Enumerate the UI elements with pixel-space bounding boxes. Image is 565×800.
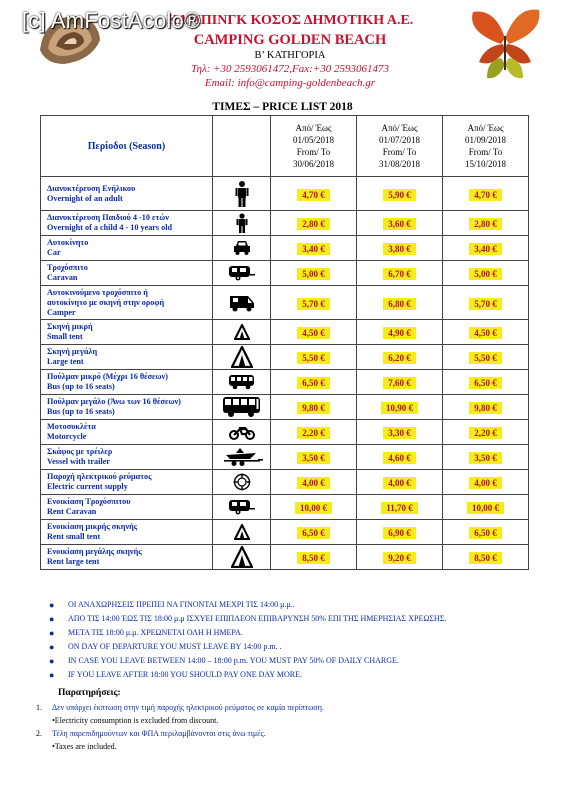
remark-item [36, 729, 266, 738]
row-label-english: Rent Caravan [47, 507, 97, 516]
price-table [40, 115, 529, 570]
table-row [41, 320, 529, 345]
price-cell [271, 211, 357, 236]
remark-text: Δεν υπάρχει έκπτωση στην τιμή παροχής ηλεκτρικού ρεύματος σε καμία περίπτωση. [52, 703, 324, 712]
row-label-greek: Ενοικίαση μικρής σκηνής [47, 522, 138, 531]
row-label-english: Bus (up to 16 seats) [47, 382, 115, 391]
remark-number: 2. [36, 729, 42, 738]
row-label-greek: Διανυκτέρευση Ενήλικου [47, 183, 136, 193]
price-value: 3,60 € [383, 218, 416, 230]
small-tent-icon [234, 523, 250, 540]
caravan-icon [228, 264, 256, 281]
period-from-to-gr: Από/ Έως [467, 123, 504, 133]
child-icon [236, 214, 248, 231]
row-label-english: Caravan [47, 273, 78, 282]
note-text: ΜΕΤΑ ΤΙΣ 18:00 μ.μ. ΧΡΕΩΝΕΤΑΙ ΟΛΗ Η ΗΜΕΡΑ. [68, 628, 243, 637]
table-row [41, 370, 529, 395]
row-label [41, 236, 213, 261]
price-cell [443, 177, 529, 211]
row-label [41, 320, 213, 345]
price-value: 3,30 € [383, 427, 416, 439]
price-value: 6,80 € [383, 298, 416, 310]
period-to: 31/08/2018 [378, 159, 420, 169]
company-name-greek: ΚΑΜΠΙΝΓΚ ΚΟΣΟΣ ΔΗΜΟΤΙΚΗ Α.Ε. [166, 13, 414, 28]
bullet-icon: ● [49, 614, 55, 624]
row-label [41, 211, 213, 236]
price-value: 5,90 € [383, 189, 416, 201]
table-row [41, 177, 529, 211]
price-value: 10,90 € [381, 402, 418, 414]
price-cell [443, 520, 529, 545]
price-cell [443, 261, 529, 286]
period-from: 01/09/2018 [464, 135, 506, 145]
large-tent-icon [231, 548, 253, 565]
price-cell [357, 211, 443, 236]
note-item [46, 598, 546, 612]
remarks-title: Παρατηρήσεις: [58, 688, 121, 698]
row-label-english: Rent large tent [47, 557, 100, 566]
price-cell [357, 470, 443, 495]
price-cell [271, 495, 357, 520]
bullet-icon: ● [49, 670, 55, 680]
table-row [41, 286, 529, 320]
price-list-title: ΤΙΜΕΣ – PRICE LIST 2018 [212, 101, 353, 113]
price-cell [357, 420, 443, 445]
price-cell [357, 520, 443, 545]
price-cell [357, 236, 443, 261]
price-cell [357, 177, 443, 211]
row-label [41, 545, 213, 570]
row-label-greek: Μοτοσυκλέτα [47, 422, 96, 431]
car-icon [233, 239, 251, 256]
price-value: 4,60 € [383, 452, 416, 464]
row-icon-cell [213, 286, 271, 320]
row-label-greek: Διανυκτέρευση Παιδιού 4 -10 ετών [47, 213, 169, 222]
price-cell [271, 345, 357, 370]
departure-notes [46, 598, 546, 682]
price-value: 6,50 € [297, 527, 330, 539]
note-text: IF YOU LEAVE AFTER 18:00 YOU SHOULD PAY ONE DAY MORE. [68, 670, 303, 679]
price-cell [443, 236, 529, 261]
price-value: 4,00 € [297, 477, 330, 489]
price-cell [443, 211, 529, 236]
note-text: ON DAY OF DEPARTURE YOU MUST LEAVE BY 14:00 p.m. . [68, 642, 282, 651]
note-text: ΑΠΟ ΤΙΣ 14:00 ΈΩΣ ΤΙΣ 18:00 μ.μ ΙΣΧΥΕΙ ΕΠΙΠΛΕΟΝ ΕΠΙΒΑΡΥΝΣΗ 50% ΕΠΙ ΤΗΣ ΗΜΕΡΗΣΙΑΣ ΧΡΕΩΣΗΣ. [68, 614, 447, 623]
price-value: 9,80 € [297, 402, 330, 414]
period-from: 01/05/2018 [292, 135, 334, 145]
row-icon-cell [213, 520, 271, 545]
note-item [46, 640, 546, 654]
row-label-greek: Σκηνή μικρή [47, 322, 93, 331]
table-row [41, 420, 529, 445]
price-value: 4,70 € [297, 189, 330, 201]
price-cell [271, 420, 357, 445]
remark-subnote: •Taxes are included. [52, 742, 117, 751]
price-cell [357, 395, 443, 420]
row-label [41, 370, 213, 395]
price-cell [443, 395, 529, 420]
price-value: 3,40 € [297, 243, 330, 255]
price-cell [443, 420, 529, 445]
remark-number: 1. [36, 703, 42, 712]
row-label-greek: Παροχή ηλεκτρικού ρεύματος [47, 472, 152, 481]
row-label-english: Overnight of a child 4 - 10 years old [47, 223, 173, 232]
row-label-english: Bus (up to 16 seats) [47, 407, 115, 416]
price-cell [271, 445, 357, 470]
bullet-icon: ● [49, 628, 55, 638]
period-from-to-en: From/ To [296, 147, 331, 157]
row-icon-cell [213, 211, 271, 236]
remark-item [36, 703, 324, 712]
camper-icon [228, 293, 256, 310]
note-item [46, 654, 546, 668]
row-label [41, 286, 213, 320]
price-cell [271, 177, 357, 211]
small-tent-icon [234, 323, 250, 340]
price-value: 4,00 € [469, 477, 502, 489]
row-label-english: Electric current supply [47, 482, 128, 491]
price-value: 7,60 € [383, 377, 416, 389]
row-label [41, 177, 213, 211]
period-from-to-gr: Από/ Έως [295, 123, 332, 133]
price-value: 5,70 € [297, 298, 330, 310]
bullet-icon: ● [49, 600, 55, 610]
row-icon-cell [213, 345, 271, 370]
row-icon-cell [213, 320, 271, 345]
price-value: 2,20 € [469, 427, 502, 439]
row-label-english: Large tent [47, 357, 84, 366]
price-value: 5,00 € [297, 268, 330, 280]
price-value: 8,50 € [297, 552, 330, 564]
email: Email: info@camping-goldenbeach.gr [204, 77, 376, 89]
price-value: 4,70 € [469, 189, 502, 201]
season-header: Περίοδοι (Season) [41, 116, 213, 177]
price-value: 5,70 € [469, 298, 502, 310]
table-row [41, 520, 529, 545]
table-header-row [41, 116, 529, 177]
price-value: 9,80 € [469, 402, 502, 414]
butterfly-logo [465, 2, 545, 90]
note-item [46, 668, 546, 682]
price-value: 6,50 € [469, 527, 502, 539]
row-label-greek: Σκάφος με τρέιλερ [47, 447, 113, 456]
caravan-icon [228, 498, 256, 515]
price-cell [443, 545, 529, 570]
row-icon-cell [213, 236, 271, 261]
price-value: 11,70 € [381, 502, 418, 514]
table-row [41, 345, 529, 370]
row-label-english: Small tent [47, 332, 83, 341]
period-header [271, 116, 357, 177]
row-label [41, 420, 213, 445]
row-icon-cell [213, 495, 271, 520]
bullet-icon: ● [49, 656, 55, 666]
price-cell [443, 286, 529, 320]
note-item [46, 612, 546, 626]
price-value: 10,00 € [467, 502, 504, 514]
row-label-greek: Αυτοκίνητο [47, 238, 89, 247]
price-cell [357, 445, 443, 470]
table-row [41, 211, 529, 236]
row-icon-cell [213, 370, 271, 395]
row-icon-cell [213, 261, 271, 286]
row-label-english: Vessel with trailer [47, 457, 110, 466]
price-cell [443, 370, 529, 395]
price-cell [357, 545, 443, 570]
price-cell [271, 395, 357, 420]
remark-subnote: •Electricity consumption is excluded from discount. [52, 716, 219, 725]
row-icon-cell [213, 470, 271, 495]
price-value: 4,50 € [469, 327, 502, 339]
price-value: 4,00 € [383, 477, 416, 489]
minibus-icon [228, 373, 256, 390]
table-row [41, 545, 529, 570]
price-value: 6,70 € [383, 268, 416, 280]
row-label-greek: Ενοικίαση Τροχόσπιτου [47, 497, 131, 506]
price-cell [271, 470, 357, 495]
period-from-to-en: From/ To [382, 147, 417, 157]
note-item [46, 626, 546, 640]
row-label [41, 345, 213, 370]
row-label-english: Overnight of an adult [47, 193, 123, 203]
row-label [41, 495, 213, 520]
price-cell [271, 545, 357, 570]
price-value: 8,50 € [469, 552, 502, 564]
row-icon-cell [213, 177, 271, 211]
price-value: 6,90 € [383, 527, 416, 539]
period-from: 01/07/2018 [378, 135, 420, 145]
price-cell [443, 445, 529, 470]
price-value: 2,80 € [297, 218, 330, 230]
price-value: 6,50 € [297, 377, 330, 389]
price-value: 5,00 € [469, 268, 502, 280]
price-cell [443, 495, 529, 520]
price-value: 4,50 € [297, 327, 330, 339]
price-value: 9,20 € [383, 552, 416, 564]
price-value: 5,50 € [469, 352, 502, 364]
row-icon-cell [213, 420, 271, 445]
phone-fax: Τηλ: +30 2593061472,Fax:+30 2593061473 [190, 63, 389, 75]
price-value: 2,20 € [297, 427, 330, 439]
table-row [41, 261, 529, 286]
row-icon-cell [213, 395, 271, 420]
price-value: 5,50 € [297, 352, 330, 364]
icon-header [213, 116, 271, 177]
row-label-greek: Αυτοκινούμενο τροχόσπιτο ή [47, 287, 148, 297]
row-label [41, 445, 213, 470]
price-cell [443, 345, 529, 370]
price-cell [271, 286, 357, 320]
period-from-to-gr: Από/ Έως [381, 123, 418, 133]
price-cell [357, 261, 443, 286]
adult-icon [235, 184, 249, 201]
note-text: IN CASE YOU LEAVE BETWEEN 14:00 – 18:00 p.m. YOU MUST PAY 50% OF DAILY CHARGE. [68, 656, 399, 665]
row-label [41, 520, 213, 545]
plug-icon [233, 473, 251, 490]
price-cell [357, 345, 443, 370]
motorcycle-icon [229, 423, 255, 440]
price-cell [271, 320, 357, 345]
table-row [41, 495, 529, 520]
price-cell [271, 236, 357, 261]
row-label-greek: Πούλμαν μικρό (Μέχρι 16 θέσεων) [47, 372, 168, 381]
price-value: 3,50 € [469, 452, 502, 464]
table-row [41, 445, 529, 470]
company-name: CAMPING GOLDEN BEACH [193, 32, 387, 48]
price-cell [357, 370, 443, 395]
bullet-icon: ● [49, 642, 55, 652]
row-label [41, 470, 213, 495]
large-tent-icon [231, 348, 253, 365]
price-value: 3,40 € [469, 243, 502, 255]
price-cell [357, 286, 443, 320]
price-cell [443, 320, 529, 345]
period-header [357, 116, 443, 177]
price-value: 3,80 € [383, 243, 416, 255]
row-label-greek: Πούλμαν μεγάλο (Άνω των 16 θέσεων) [47, 397, 181, 406]
row-label-english: Car [47, 248, 61, 257]
table-row [41, 395, 529, 420]
row-label-english: Motorcycle [47, 432, 87, 441]
price-value: 6,50 € [469, 377, 502, 389]
boat-trailer-icon [220, 448, 264, 465]
table-row [41, 470, 529, 495]
period-to: 15/10/2018 [464, 159, 506, 169]
row-label-greek: Ενοικίαση μεγάλης σκηνής [47, 547, 142, 556]
price-value: 4,90 € [383, 327, 416, 339]
row-label-greek: Τροχόσπιτο [47, 263, 88, 272]
price-value: 6,20 € [383, 352, 416, 364]
category: Β’ ΚΑΤΗΓΟΡΙΑ [254, 50, 326, 61]
price-cell [271, 370, 357, 395]
row-label-greek-cont: αυτοκίνητο με σκηνή στην οροφή [47, 297, 165, 307]
period-from-to-en: From/ To [468, 147, 503, 157]
row-icon-cell [213, 445, 271, 470]
row-icon-cell [213, 545, 271, 570]
row-label-english: Camper [47, 307, 76, 317]
row-label-english: Rent small tent [47, 532, 101, 541]
price-cell [357, 320, 443, 345]
price-value: 3,50 € [297, 452, 330, 464]
price-value: 10,00 € [295, 502, 332, 514]
row-label [41, 261, 213, 286]
price-cell [271, 520, 357, 545]
price-cell [271, 261, 357, 286]
period-header [443, 116, 529, 177]
remark-text: Τέλη παρεπιδημούντων και ΦΠΑ περιλαμβάνονται στις άνω τιμές. [52, 729, 266, 738]
row-label [41, 395, 213, 420]
bus-icon [222, 398, 262, 415]
row-label-greek: Σκηνή μεγάλη [47, 347, 98, 356]
period-to: 30/06/2018 [292, 159, 334, 169]
price-cell [443, 470, 529, 495]
price-cell [357, 495, 443, 520]
table-row [41, 236, 529, 261]
price-value: 2,80 € [469, 218, 502, 230]
watermark: [c] AmFostAcolo® [22, 8, 201, 33]
note-text: ΟΙ ΑΝΑΧΩΡΗΣΕΙΣ ΠΡΕΠΕΙ ΝΑ ΓΙΝΟΝΤΑΙ ΜΕΧΡΙ ΤΙΣ 14:00 μ.μ.. [68, 600, 295, 609]
